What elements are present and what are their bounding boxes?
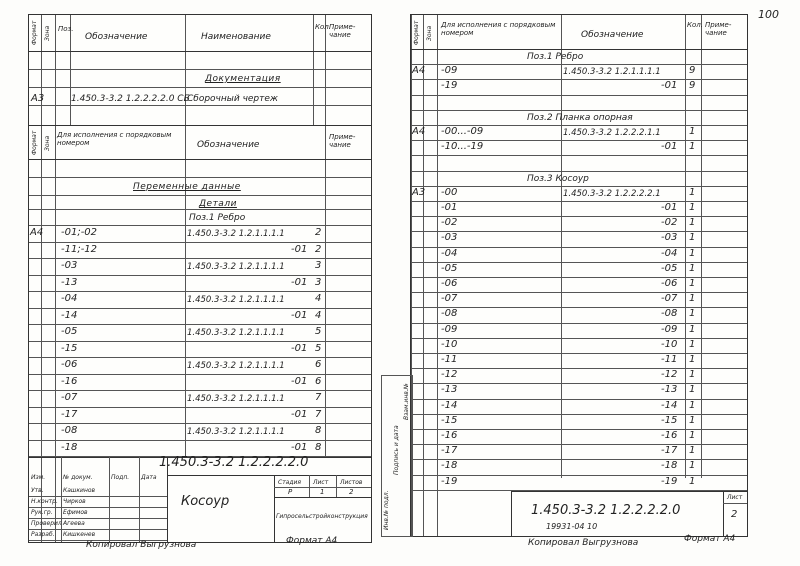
- stamp-code: 1.450.3-3.2 1.2.2.2.2.0: [159, 455, 309, 470]
- table-row: [411, 383, 747, 399]
- row-suffix: -01: [661, 80, 678, 92]
- row-suffix: -12: [661, 369, 678, 381]
- row-exec: -11: [441, 354, 458, 365]
- row-designation: 1.450.3-3.2 1.2.2.2.2.1: [563, 188, 661, 199]
- row-qty: 1: [689, 445, 696, 457]
- left-sheet: [28, 14, 372, 543]
- row-exec: -18: [441, 460, 458, 472]
- row-exec: -08: [441, 308, 458, 320]
- row-exec: -00...-09: [441, 126, 484, 137]
- r-col-qty-head: Кол.: [687, 21, 703, 29]
- row-qty: 9: [689, 65, 696, 77]
- row-qty: 1: [689, 293, 696, 305]
- stamp-name: Кишкенев: [63, 531, 96, 538]
- row-exec: -06: [441, 278, 458, 289]
- table-row: [411, 338, 747, 354]
- stamp-role: Н.контр.: [31, 498, 58, 505]
- row-qty: 4: [315, 293, 322, 304]
- row-qty: 1: [689, 217, 696, 229]
- row-qty: 1: [689, 126, 696, 137]
- stamp-name: Агеева: [63, 520, 85, 527]
- table-row: [411, 262, 747, 278]
- row-format: А4: [412, 65, 426, 77]
- stamp-role: Утв.: [31, 487, 44, 494]
- table-row: [411, 307, 747, 323]
- row-qty: 1: [689, 141, 696, 153]
- row-exec: -13: [61, 276, 78, 288]
- stamp-head-docno: № докум.: [63, 474, 93, 481]
- col-pos-head: Поз.: [58, 25, 74, 33]
- stamp-title: Косоур: [181, 494, 230, 509]
- page-number: 100: [758, 8, 779, 21]
- row-qty: 1: [689, 262, 696, 274]
- pos2-title: Поз.2 Планка опорная: [527, 112, 633, 123]
- row-suffix: -16: [661, 430, 678, 441]
- table-row: [411, 414, 747, 430]
- sheet-label: Лист: [313, 479, 329, 486]
- row-suffix: -08: [661, 308, 678, 320]
- row-designation: 1.450.3-3.2 1.2.1.1.1.1: [187, 427, 285, 437]
- row-suffix: -05: [661, 262, 678, 274]
- row-suffix: -11: [661, 354, 678, 365]
- stamp-role: Проверил: [31, 520, 62, 527]
- table-row: [411, 231, 747, 247]
- row-exec: -17: [441, 445, 458, 457]
- documentation-label: Документация: [205, 74, 281, 84]
- row-qty: 9: [689, 80, 696, 92]
- right-sheet: [383, 14, 748, 537]
- table-row: [411, 292, 747, 308]
- row-exec: -08: [61, 425, 78, 436]
- stamp-name: Кашкинов: [63, 487, 96, 494]
- row-designation: 1.450.3-3.2 1.2.1.1.1.1: [187, 262, 285, 272]
- stamp-col-line: [109, 457, 110, 542]
- blank-row: [411, 95, 747, 111]
- stamp-head-date: Дата: [141, 474, 157, 481]
- row-exec: -05: [61, 326, 78, 337]
- stage-value: Р: [288, 488, 293, 496]
- row-qty: 1: [689, 460, 696, 472]
- row-exec: -06: [61, 359, 78, 370]
- row-qty: 6: [315, 359, 322, 370]
- row-exec: -17: [61, 408, 78, 420]
- row-exec: -16: [441, 430, 458, 441]
- col-qty-head: Кол.: [315, 23, 331, 31]
- row-qty: 8: [315, 441, 322, 453]
- row-suffix: -06: [661, 278, 678, 289]
- row-qty: 2: [315, 243, 322, 255]
- row-qty: 1: [689, 369, 696, 381]
- stamp-head-sign: Подп.: [111, 474, 130, 481]
- row-qty: 3: [315, 276, 322, 288]
- stamp-name: Ефимов: [63, 509, 88, 516]
- row-exec: -19: [441, 475, 458, 487]
- row-suffix: -01: [661, 202, 678, 213]
- row-qty: 1: [689, 384, 696, 396]
- row-exec: -01;-02: [61, 227, 98, 238]
- table-row: [411, 277, 747, 293]
- row-exec: -03: [61, 260, 78, 271]
- row-suffix: -18: [661, 460, 678, 472]
- row-exec: -14: [61, 309, 78, 321]
- col-designation-head-2: Обозначение: [197, 140, 260, 150]
- table-row: [411, 475, 747, 491]
- sheets-value: 2: [349, 488, 354, 496]
- pos3-title: Поз.3 Косоур: [527, 173, 589, 184]
- row-exec: -07: [61, 392, 78, 403]
- table-row: [411, 353, 747, 369]
- row-designation: 1.450.3-3.2 1.2.1.1.1.1: [187, 295, 285, 305]
- row-suffix: -09: [661, 323, 678, 335]
- col-exec-head: Для исполнения с порядковым номером: [57, 131, 172, 147]
- row-suffix: -01: [291, 441, 308, 453]
- row-qty: 1: [689, 430, 696, 441]
- row-exec: -15: [441, 414, 458, 426]
- row-suffix: -13: [661, 384, 678, 396]
- left-format: Формат А4: [286, 536, 338, 546]
- row-suffix: -10: [661, 338, 678, 350]
- r-sheet-label: Лист: [727, 494, 743, 501]
- row-exec: -16: [61, 375, 78, 387]
- row-qty: 1: [689, 338, 696, 350]
- row-designation: 1.450.3-3.2 1.2.2.2.1.1: [563, 128, 661, 138]
- row-suffix: -17: [661, 445, 678, 457]
- row-exec: -09: [441, 323, 458, 335]
- row-format: А3: [412, 186, 426, 198]
- stamp-col-line: [61, 457, 62, 542]
- row-qty: 1: [689, 399, 696, 411]
- side-label: Взам.инв.№: [403, 383, 410, 420]
- table-row: [411, 247, 747, 263]
- table-row: [411, 444, 747, 460]
- pos1-title: Поз.1 Ребро: [527, 52, 584, 62]
- r-sheet-value: 2: [731, 509, 738, 520]
- row-exec: -19: [441, 80, 458, 92]
- row-qty: 8: [315, 425, 322, 436]
- sheets-label: Листов: [340, 479, 363, 486]
- doc-format: А3: [31, 93, 45, 104]
- row-suffix: -01: [291, 243, 308, 255]
- row-suffix: -15: [661, 414, 678, 426]
- row-qty: 1: [689, 323, 696, 335]
- col-zone-head: Зона: [44, 25, 51, 41]
- r-stamp-code: 1.450.3-3.2 1.2.2.2.2.0: [531, 503, 681, 518]
- row-qty: 5: [315, 326, 322, 337]
- left-copied: Копировал Выгрузнова: [86, 540, 197, 550]
- row-suffix: -19: [661, 475, 678, 487]
- row-exec: -09: [441, 65, 458, 77]
- col-zone-head-2: Зона: [44, 135, 51, 151]
- row-qty: 7: [315, 392, 322, 403]
- stage-label: Стадия: [278, 479, 302, 486]
- r-col-designation-head: Обозначение: [581, 30, 644, 40]
- row-suffix: -01: [291, 375, 308, 387]
- row-qty: 1: [689, 414, 696, 426]
- stamp-name: Чирков: [63, 498, 86, 505]
- row-qty: 1: [689, 475, 696, 487]
- table-row: [411, 399, 747, 415]
- row-exec: -13: [441, 384, 458, 396]
- row-qty: 7: [315, 408, 322, 420]
- table-row: [411, 368, 747, 384]
- row-suffix: -02: [661, 217, 678, 229]
- row-qty: 4: [315, 309, 322, 321]
- row-exec: -10...-19: [441, 141, 484, 153]
- stamp-role: Рук.гр.: [31, 509, 53, 516]
- stamp-number: 19931-04 10: [546, 522, 598, 531]
- side-label: Подпись и дата: [393, 425, 400, 475]
- row-exec: -07: [441, 293, 458, 305]
- doc-designation: 1.450.3-3.2 1.2.2.2.2.0 СБ: [71, 94, 190, 104]
- row-exec: -18: [61, 441, 78, 453]
- table-row: [411, 216, 747, 232]
- blank-row: [411, 155, 747, 171]
- table-row: [411, 79, 747, 95]
- col-format-head: Формат: [31, 20, 38, 45]
- row-suffix: -03: [661, 232, 678, 244]
- row-exec: -04: [441, 247, 458, 259]
- col-designation-head: Обозначение: [85, 32, 148, 42]
- col-note-head-2: Приме-чание: [329, 133, 356, 149]
- row-suffix: -01: [661, 141, 678, 153]
- row-exec: -05: [441, 262, 458, 274]
- row-exec: -14: [441, 399, 458, 411]
- right-copied: Копировал Выгрузнова: [528, 538, 639, 548]
- doc-name: Сборочный чертеж: [187, 94, 279, 104]
- table-row: [411, 429, 747, 445]
- row-qty: 1: [689, 308, 696, 320]
- details-label: Детали: [199, 199, 237, 209]
- row-designation: 1.450.3-3.2 1.2.1.1.1.1: [187, 229, 285, 239]
- pos1-title: Поз.1 Ребро: [189, 213, 246, 223]
- row-qty: 1: [689, 278, 696, 289]
- table-row: [411, 201, 747, 217]
- row-qty: 1: [689, 202, 696, 213]
- row-exec: -10: [441, 338, 458, 350]
- row-designation: 1.450.3-3.2 1.2.1.1.1.1: [563, 67, 661, 78]
- row-designation: 1.450.3-3.2 1.2.1.1.1.1: [187, 328, 285, 338]
- row-suffix: -07: [661, 293, 678, 305]
- row-qty: 3: [315, 260, 322, 271]
- row-qty: 1: [689, 232, 696, 244]
- col-name-head: Наименование: [201, 32, 271, 42]
- row-exec: -11;-12: [61, 243, 98, 255]
- row-suffix: -01: [291, 342, 308, 354]
- row-qty: 6: [315, 375, 322, 387]
- org-name: Гипросельстройконструкция: [276, 513, 368, 520]
- variable-data-label: Переменные данные: [133, 182, 241, 192]
- stamp-head-change: Изм.: [31, 474, 46, 481]
- r-col-format-head: Формат: [413, 20, 420, 45]
- row-exec: -02: [441, 217, 458, 229]
- row-qty: 1: [689, 247, 696, 259]
- row-suffix: -01: [291, 276, 308, 288]
- row-qty: 1: [689, 186, 696, 198]
- row-exec: -15: [61, 342, 78, 354]
- row-exec: -04: [61, 293, 78, 304]
- row-qty: 2: [315, 227, 322, 238]
- r-col-zone-head: Зона: [426, 25, 433, 41]
- sheet-value: 1: [320, 488, 325, 496]
- row-designation: 1.450.3-3.2 1.2.1.1.1.1: [187, 394, 285, 404]
- row-suffix: -01: [291, 309, 308, 321]
- right-format: Формат А4: [684, 534, 736, 544]
- row-suffix: -01: [291, 408, 308, 420]
- row-qty: 1: [689, 354, 696, 365]
- stamp-role: Разраб.: [31, 531, 55, 538]
- col-note-head: Приме-чание: [329, 23, 356, 39]
- row-suffix: -14: [661, 399, 678, 411]
- table-row: [411, 323, 747, 339]
- row-suffix: -04: [661, 247, 678, 259]
- col-format-head-2: Формат: [31, 130, 38, 155]
- stamp-col-line: [139, 457, 140, 542]
- row-format: А4: [30, 227, 44, 238]
- row-exec: -00: [441, 186, 458, 198]
- row-exec: -01: [441, 202, 458, 213]
- r-col-note-head: Приме-чание: [705, 21, 732, 37]
- row-exec: -12: [441, 369, 458, 381]
- row-format: А4: [412, 126, 426, 137]
- r-col-exec-head: Для исполнения с порядковым номером: [441, 21, 556, 37]
- table-row: [411, 459, 747, 475]
- side-label: Инв.№ подл.: [383, 490, 390, 530]
- row-designation: 1.450.3-3.2 1.2.1.1.1.1: [187, 361, 285, 371]
- row-qty: 5: [315, 342, 322, 354]
- row-exec: -03: [441, 232, 458, 244]
